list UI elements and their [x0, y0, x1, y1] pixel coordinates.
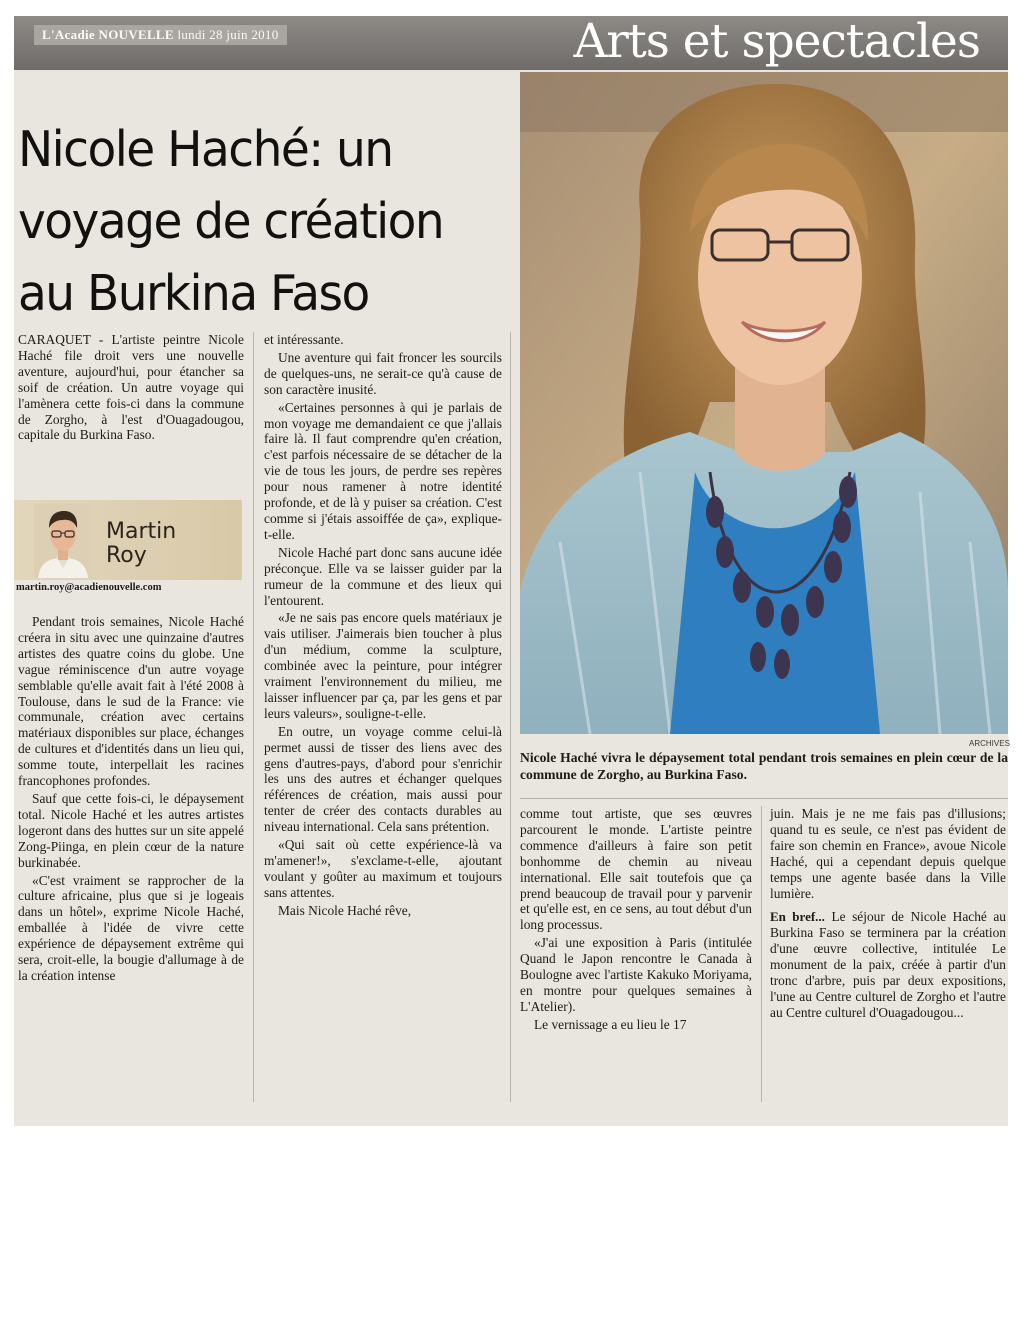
- article-paragraph: Une aventure qui fait froncer les sourcils de quelques-uns, ne serait-ce qu'à cause de son caractère inusité.: [264, 349, 502, 397]
- section-title: Arts et spectacles: [573, 14, 980, 69]
- brief-text: Le séjour de Nicole Haché au Burkina Faso se terminera par la création d'une œuvre collective, intitulée Le monument de la paix, créée à partir d'un tronc d'arbre, puis par deux expositions, l'une au Centre culturel de Zorgho et l'autre au Centre culturel d'Ouagadougou...: [770, 909, 1006, 1020]
- paper-name: L'Acadie NOUVELLE: [42, 27, 174, 42]
- article-paragraph: Mais Nicole Haché rêve,: [278, 902, 412, 918]
- article-paragraph: et intéressante.: [264, 332, 344, 347]
- article-column-4: [770, 806, 1006, 1023]
- author-first-name: Martin: [106, 519, 177, 544]
- headline-line: Nicole Haché: un: [18, 121, 393, 178]
- masthead: [34, 25, 287, 45]
- photo-credit: ARCHIVES: [969, 739, 1010, 748]
- article-paragraph: Sauf que cette fois-ci, le dépaysement total. Nicole Haché et les autres artistes logeront dans des huttes sur un site appelé Zong-Piinga, en plein cœur de la nature burkinabée.: [18, 790, 244, 870]
- section-header-bar: [14, 16, 1008, 70]
- byline: [14, 500, 242, 593]
- caption-rule: [520, 798, 1008, 799]
- column-rule: [253, 332, 254, 1102]
- headline-line: voyage de création: [18, 193, 444, 250]
- article-column-1: [18, 332, 244, 445]
- article-paragraph: Nicole Haché part donc sans aucune idée préconçue. Elle va se laisser guider par la rumeur de la commune et des lieux qui l'entourent.: [264, 544, 502, 608]
- brief-lead: En bref...: [770, 909, 825, 925]
- newspaper-page: [14, 16, 1008, 1126]
- author-name: [106, 520, 176, 568]
- article-column-1b: [18, 614, 244, 986]
- author-last-name: Roy: [106, 543, 147, 568]
- issue-date: lundi 28 juin 2010: [177, 27, 279, 42]
- article-paragraph: «Qui sait où cette expérience-là va m'amener!», s'exclame-t-elle, ajoutant voulant y goûter au maximum et toujours sans attentes.: [264, 837, 502, 900]
- headline-line: au Burkina Faso: [18, 265, 369, 322]
- author-photo: [34, 504, 92, 578]
- article-paragraph: juin. Mais je ne me fais pas d'illusions; quand tu es seule, ce n'est pas évident de faire son chemin en France», avoue Nicole Haché, qui a cependant depuis quelque temps une agente basée dans la Ville lumière.: [770, 806, 1006, 901]
- article-paragraph: «Certaines personnes à qui je parlais de mon voyage me demandaient ce que j'allais faire là. Il faut comprendre qu'en création, c'est parfois nécessaire de se détacher de la vie de tous les jours, de perdre ses repères pour nous ramener à notre identité profonde, et de là y puiser sa création. C'est comme si j'étais assoiffée de ça», explique-t-elle.: [264, 399, 502, 542]
- article-paragraph: Le vernissage a eu lieu le 17: [534, 1016, 687, 1032]
- portrait-photo: [520, 72, 1008, 734]
- photo-caption: Nicole Haché vivra le dépaysement total pendant trois semaines en plein cœur de la commune de Zorgho, au Burkina Faso.: [520, 750, 1008, 782]
- article-paragraph: comme tout artiste, que ses œuvres parcourent le monde. L'artiste peintre commence d'ailleurs à faire son petit bonhomme de chemin au niveau international. Elle sait toutefois que ça prend beaucoup de travail pour y parvenir et qu'elle est, en ce sens, au tout début d'un long processus.: [520, 806, 752, 933]
- headline: [18, 114, 503, 330]
- author-email: martin.roy@acadienouvelle.com: [16, 582, 162, 593]
- brief-paragraph: [770, 909, 1006, 1020]
- article-paragraph: Pendant trois semaines, Nicole Haché créera in situ avec une quinzaine d'autres artistes des quatre coins du globe. Une vague réminiscence d'un autre voyage semblable qu'elle avait fait à l'été 2008 à Toulouse, dans le sud de la France: vie communale, création avec certains matériaux disponibles sur place, échanges de cultures et d'identités dans un lieu qui, somme toute, interpellait les racines francophones profondes.: [18, 614, 244, 789]
- column-rule: [761, 806, 762, 1102]
- article-paragraph: «Je ne sais pas encore quels matériaux je vais utiliser. J'aimerais bien toucher à plus d'un médium, comme la sculpture, combinée avec la peinture, pour intégrer vraiment l'environnement du milieu, me laisser influencer par ça, par les gens et par leurs valeurs», souligne-t-elle.: [264, 610, 502, 721]
- article-paragraph: CARAQUET - L'artiste peintre Nicole Haché file droit vers une nouvelle aventure, aujourd'hui, pour étancher sa soif de création. Un autre voyage qui l'amènera cette fois-ci dans la commune de Zorgho, à l'est d'Ouagadougou, capitale du Burkina Faso.: [18, 332, 244, 443]
- article-paragraph: «J'ai une exposition à Paris (intitulée Quand le Japon rencontre le Canada à Boulogne avec l'artiste Kakuko Moriyama, en montre pour quelques semaines à L'Atelier).: [520, 935, 752, 1014]
- article-column-3: [520, 806, 752, 1035]
- article-paragraph: «C'est vraiment se rapprocher de la culture africaine, plus que si je logeais dans un hôtel», exprime Nicole Haché, emballée à l'idée de vivre cette expérience de dépaysement extrême qui sera, croit-elle, la bougie d'allumage à de la création intense: [18, 872, 244, 983]
- column-rule: [510, 332, 511, 1102]
- article-paragraph: En outre, un voyage comme celui-là permet aussi de tisser des liens avec des gens d'autres-pays, d'abord pour s'enrichir les uns des autres et échanger quelques références de création, mais aussi pour tenter de créer des contacts durables au niveau international. Cela sans prétention.: [264, 723, 502, 835]
- article-column-2: [264, 332, 502, 921]
